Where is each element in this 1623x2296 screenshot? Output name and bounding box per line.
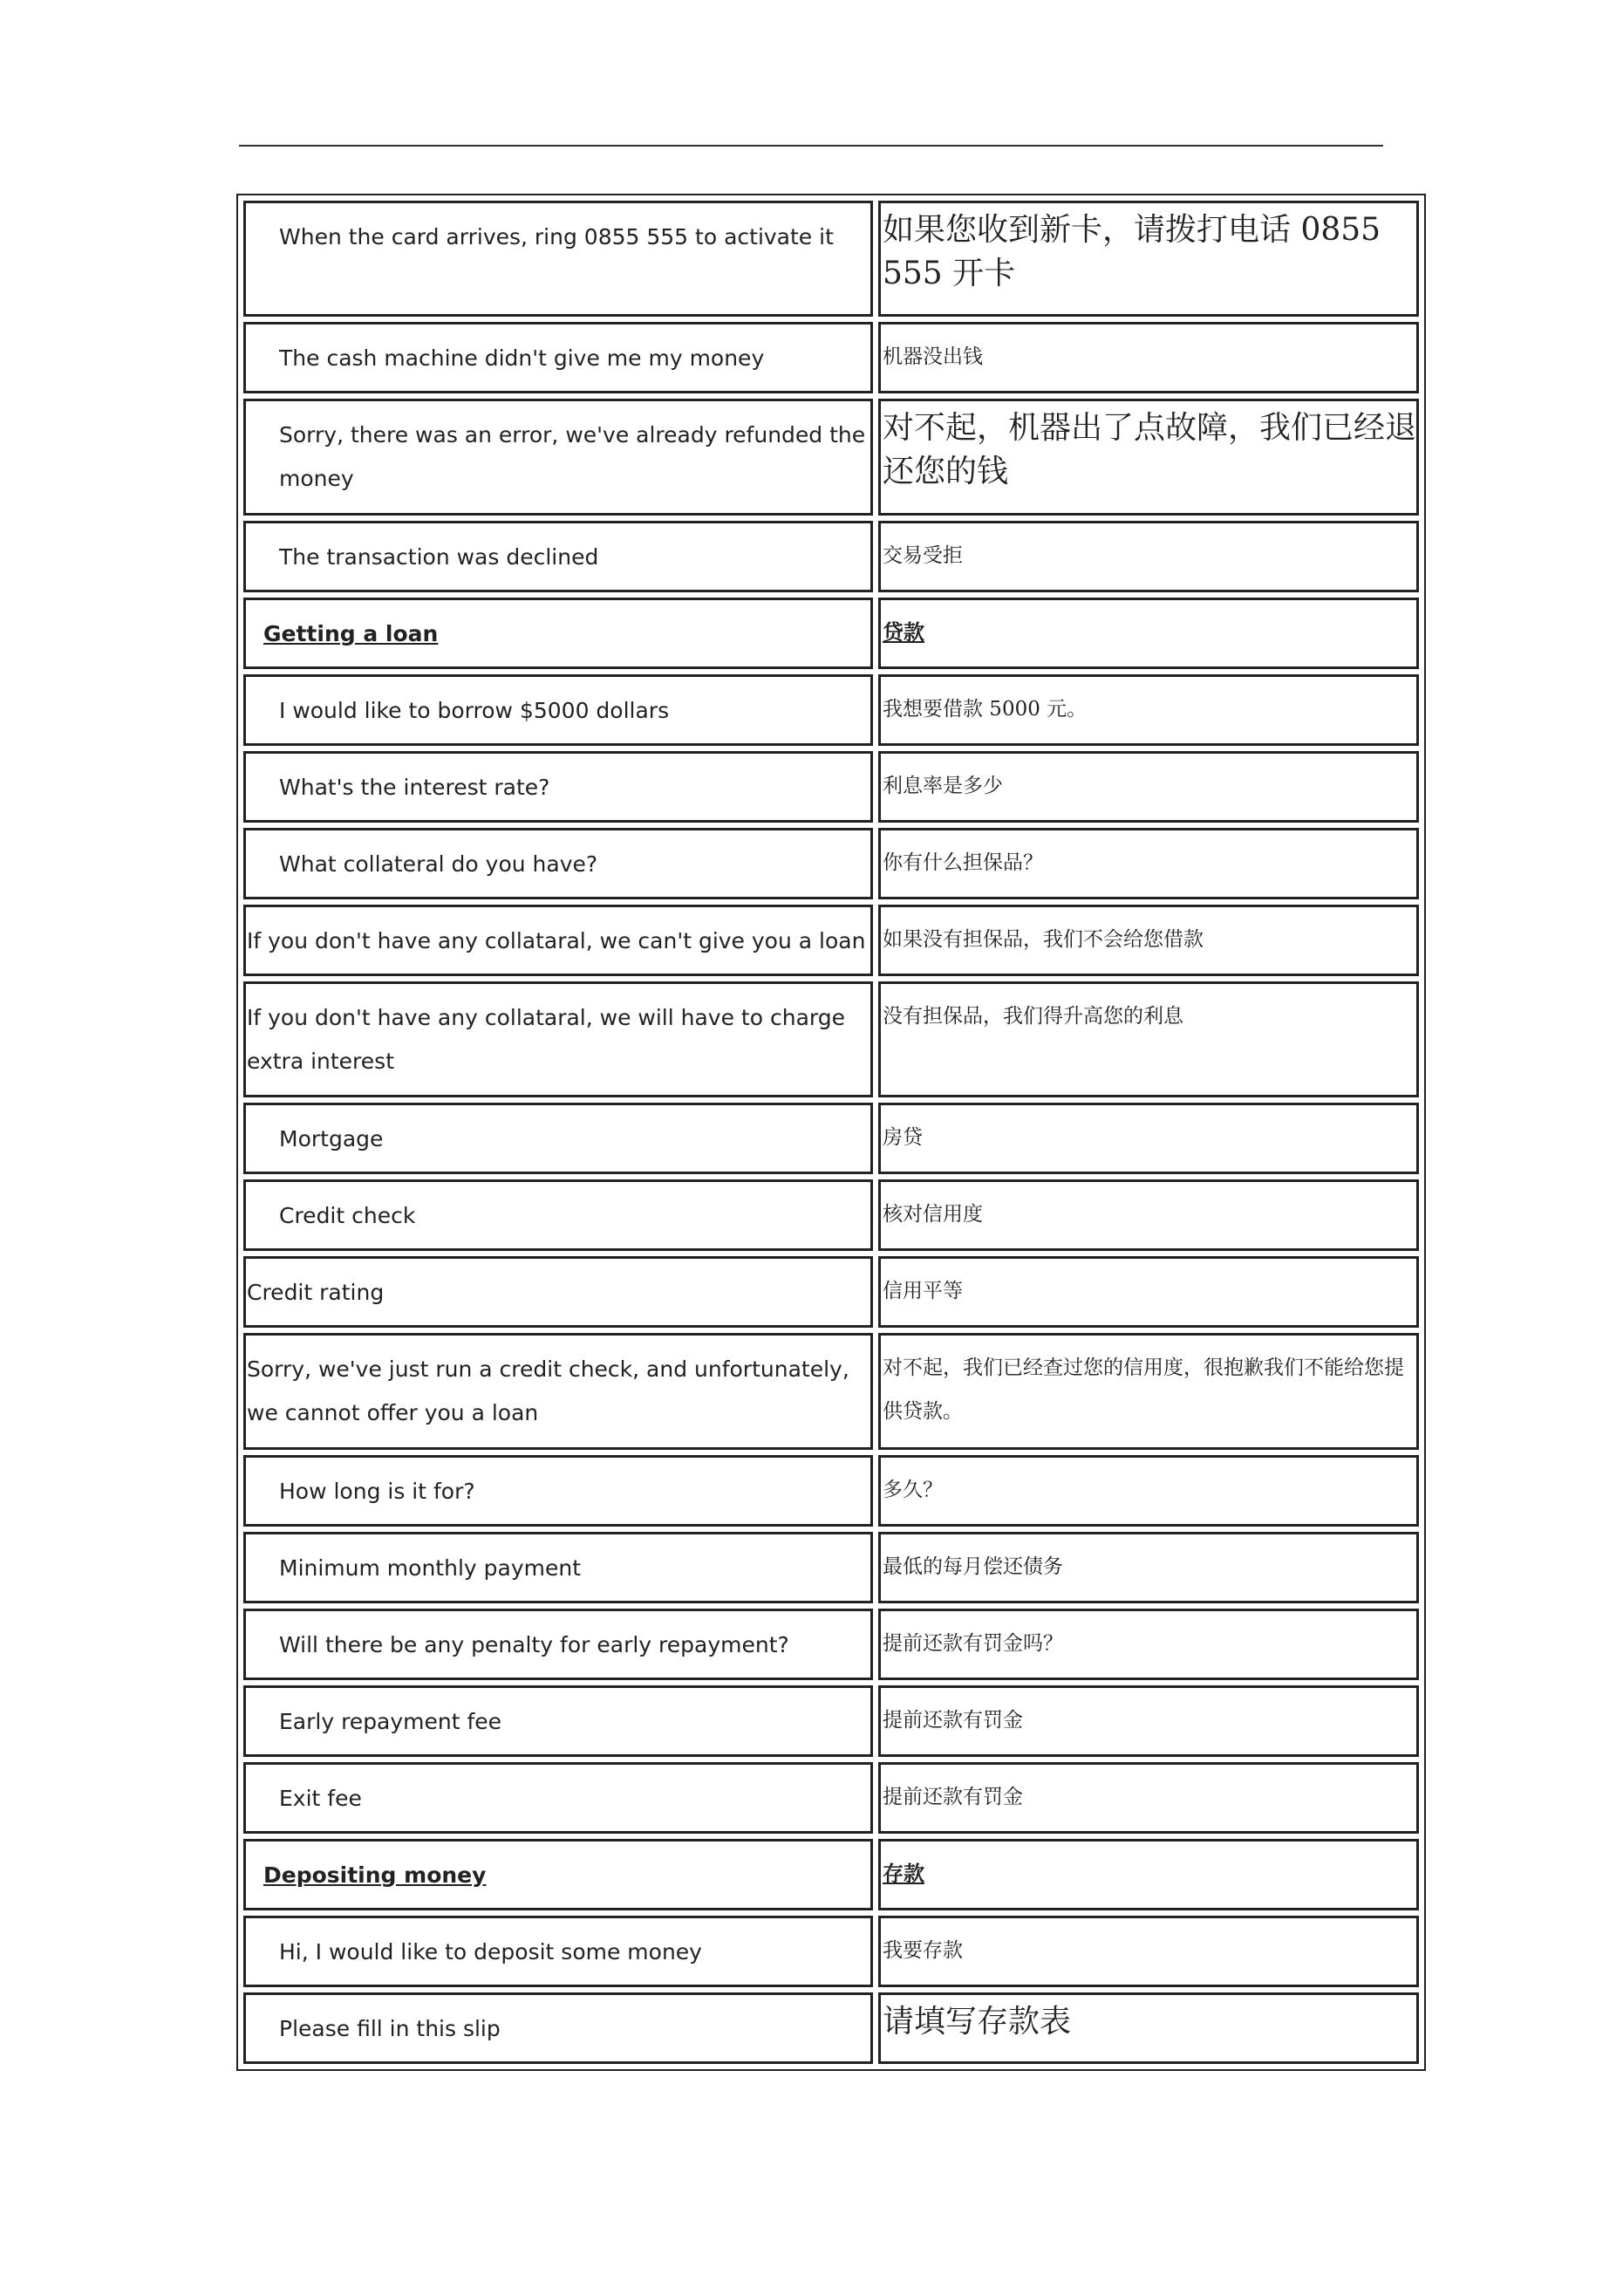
- chinese-cell: [878, 1103, 1419, 1174]
- chinese-cell: [878, 981, 1419, 1097]
- chinese-phrase: 我要存款: [883, 1938, 963, 1962]
- english-phrase: Please fill in this slip: [279, 2015, 501, 2041]
- section-heading: Depositing money: [263, 1862, 487, 1888]
- chinese-cell: [878, 1762, 1419, 1834]
- chinese-cell: [878, 521, 1419, 592]
- chinese-phrase: 利息率是多少: [883, 774, 1003, 797]
- english-phrase: Hi, I would like to deposit some money: [279, 1938, 702, 1965]
- chinese-phrase: 对不起，我们已经查过您的信用度，很抱歉我们不能给您提供贷款。: [883, 1356, 1404, 1424]
- english-cell: [243, 751, 873, 823]
- table-row: [243, 828, 1419, 899]
- table-row: [243, 751, 1419, 823]
- english-cell: [243, 1685, 873, 1757]
- english-phrase: If you don't have any collataral, we can't give you a loan: [247, 927, 866, 953]
- section-heading-zh: 存款: [883, 1860, 924, 1886]
- table-row: [243, 1103, 1419, 1174]
- chinese-phrase: 没有担保品，我们得升高您的利息: [883, 1004, 1183, 1028]
- chinese-cell: [878, 598, 1419, 669]
- chinese-cell: [878, 201, 1419, 317]
- english-cell: [243, 1839, 873, 1910]
- chinese-phrase: 多久？: [883, 1478, 943, 1501]
- section-heading-zh: 贷款: [883, 618, 924, 645]
- english-cell: [243, 828, 873, 899]
- english-cell: [243, 1333, 873, 1449]
- chinese-phrase: 提前还款有罚金: [883, 1708, 1023, 1732]
- english-phrase: Credit check: [279, 1203, 416, 1229]
- table-row: [243, 674, 1419, 746]
- english-cell: [243, 1916, 873, 1987]
- chinese-phrase: 请填写存款表: [883, 2003, 1072, 2040]
- section-heading-row: [243, 598, 1419, 669]
- chinese-cell: [878, 1455, 1419, 1527]
- chinese-cell: [878, 1333, 1419, 1449]
- table-row: [243, 1333, 1419, 1449]
- english-phrase: Exit fee: [279, 1785, 362, 1811]
- english-cell: [243, 674, 873, 746]
- table-row: [243, 981, 1419, 1097]
- chinese-phrase: 如果您收到新卡，请拨打电话 0855 555 开卡: [883, 212, 1381, 291]
- table-row: [243, 905, 1419, 976]
- chinese-phrase: 机器没出钱: [883, 345, 983, 369]
- english-phrase: How long is it for?: [279, 1478, 475, 1504]
- english-cell: [243, 981, 873, 1097]
- english-cell: [243, 1609, 873, 1680]
- english-phrase: I would like to borrow $5000 dollars: [279, 697, 670, 723]
- english-phrase: What's the interest rate?: [279, 774, 550, 800]
- chinese-cell: [878, 905, 1419, 976]
- table-row: [243, 1992, 1419, 2064]
- chinese-phrase: 房贷: [883, 1126, 923, 1150]
- english-cell: [243, 399, 873, 515]
- table-row: [243, 1762, 1419, 1834]
- chinese-phrase: 如果没有担保品，我们不会给您借款: [883, 927, 1204, 951]
- chinese-cell: [878, 1256, 1419, 1328]
- chinese-phrase: 提前还款有罚金: [883, 1785, 1023, 1808]
- english-phrase: Will there be any penalty for early repayment?: [279, 1631, 789, 1657]
- chinese-cell: [878, 1532, 1419, 1603]
- chinese-phrase: 对不起，机器出了点故障，我们已经退还您的钱: [883, 410, 1417, 490]
- chinese-phrase: 交易受拒: [883, 543, 963, 567]
- table-row: [243, 201, 1419, 317]
- english-phrase: Sorry, there was an error, we've already refunded the money: [279, 422, 866, 492]
- chinese-phrase: 提前还款有罚金吗？: [883, 1631, 1063, 1655]
- section-heading-row: [243, 1839, 1419, 1910]
- table-row: [243, 1256, 1419, 1328]
- english-cell: [243, 1455, 873, 1527]
- english-phrase: Minimum monthly payment: [279, 1555, 581, 1581]
- table-row: [243, 399, 1419, 515]
- english-cell: [243, 598, 873, 669]
- english-phrase: If you don't have any collataral, we will have to charge extra interest: [247, 1004, 845, 1074]
- table-row: [243, 1609, 1419, 1680]
- chinese-cell: [878, 674, 1419, 746]
- chinese-cell: [878, 1839, 1419, 1910]
- english-cell: [243, 322, 873, 393]
- chinese-cell: [878, 1609, 1419, 1680]
- english-phrase: The cash machine didn't give me my money: [279, 345, 765, 372]
- chinese-cell: [878, 751, 1419, 823]
- english-phrase: What collateral do you have?: [279, 851, 598, 877]
- table-row: [243, 1916, 1419, 1987]
- table-row: [243, 1685, 1419, 1757]
- chinese-cell: [878, 322, 1419, 393]
- phrase-table-grid: [238, 195, 1424, 2069]
- chinese-cell: [878, 1685, 1419, 1757]
- chinese-phrase: 你有什么担保品？: [883, 851, 1043, 874]
- english-cell: [243, 1103, 873, 1174]
- chinese-cell: [878, 1916, 1419, 1987]
- chinese-cell: [878, 828, 1419, 899]
- english-phrase: Sorry, we've just run a credit check, and unfortunately, we cannot offer you a loan: [247, 1356, 849, 1426]
- table-row: [243, 1532, 1419, 1603]
- section-heading: Getting a loan: [263, 620, 439, 646]
- chinese-cell: [878, 399, 1419, 515]
- table-row: [243, 1455, 1419, 1527]
- chinese-phrase: 最低的每月偿还债务: [883, 1555, 1063, 1578]
- english-cell: [243, 905, 873, 976]
- chinese-cell: [878, 1992, 1419, 2064]
- english-cell: [243, 1179, 873, 1251]
- table-row: [243, 322, 1419, 393]
- english-phrase: The transaction was declined: [279, 543, 599, 570]
- table-row: [243, 1179, 1419, 1251]
- english-phrase: When the card arrives, ring 0855 555 to activate it: [279, 224, 834, 249]
- english-cell: [243, 201, 873, 317]
- english-phrase: Credit rating: [247, 1280, 385, 1306]
- english-phrase: Mortgage: [279, 1126, 384, 1152]
- english-phrase: Early repayment fee: [279, 1708, 502, 1734]
- english-cell: [243, 1992, 873, 2064]
- english-cell: [243, 1532, 873, 1603]
- chinese-cell: [878, 1179, 1419, 1251]
- chinese-phrase: 核对信用度: [883, 1203, 983, 1227]
- chinese-phrase: 我想要借款 5000 元。: [883, 697, 1088, 721]
- english-cell: [243, 1762, 873, 1834]
- table-row: [243, 521, 1419, 592]
- chinese-phrase: 信用平等: [883, 1280, 963, 1303]
- english-cell: [243, 1256, 873, 1328]
- phrase-table: [236, 194, 1426, 2071]
- english-cell: [243, 521, 873, 592]
- header-rule: [239, 145, 1383, 147]
